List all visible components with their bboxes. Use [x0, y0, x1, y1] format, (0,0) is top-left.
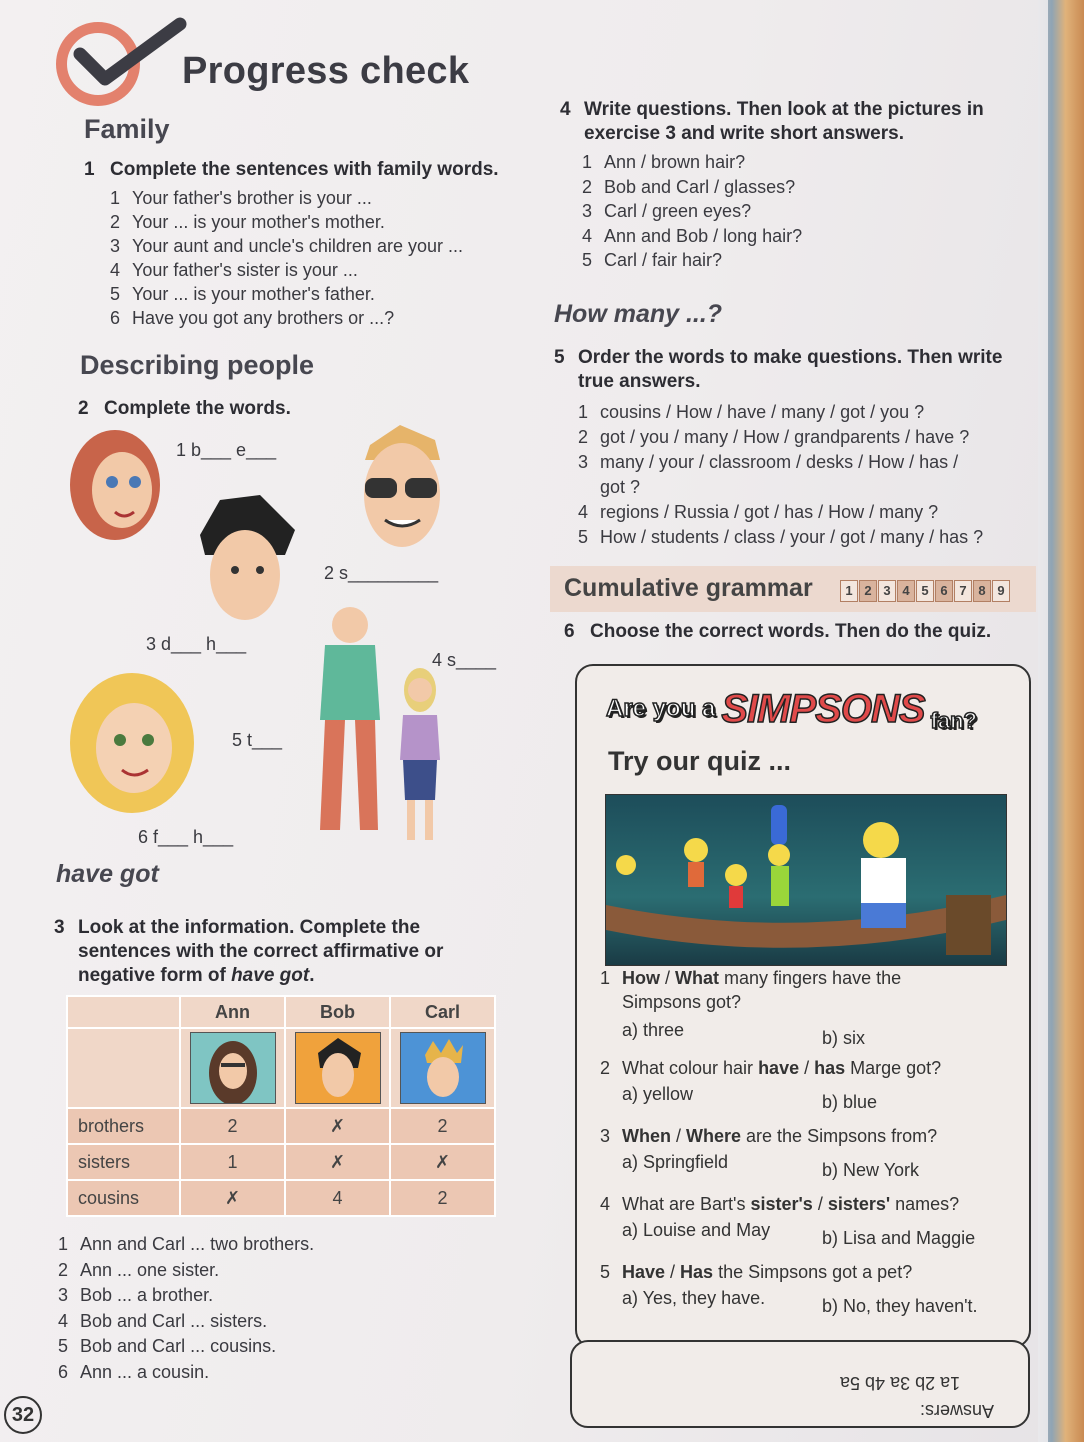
list-item: 3 many / your / classroom / desks / How / has /: [578, 452, 959, 472]
bob-portrait: [295, 1032, 381, 1104]
exercise-2-prompt-5: 5 t___: [232, 730, 283, 750]
quiz-option-a[interactable]: a) three: [622, 1020, 685, 1040]
exercise-1-instruction: 1 Complete the sentences with family words.: [84, 159, 499, 180]
quiz-option-b[interactable]: b) No, they haven't.: [822, 1296, 978, 1316]
section-heading-have-got: have got: [56, 860, 159, 888]
list-item: 3 Your aunt and uncle's children are your ...: [110, 236, 463, 256]
exercise-2-instruction: 2 Complete the words.: [78, 398, 291, 419]
table-header-bob: Bob: [285, 996, 390, 1028]
table-row: sisters 1 ✗ ✗: [67, 1144, 495, 1180]
unit-step: 7: [954, 580, 972, 602]
list-item: 3 Bob ... a brother.: [58, 1285, 214, 1305]
exercise-3-instruction: 3 Look at the information. Complete the sentences with the correct affirmative or negative form of have got.: [54, 917, 444, 986]
answers-label: Answers:: [920, 1401, 995, 1421]
quiz-option-b[interactable]: b) blue: [822, 1092, 878, 1112]
section-heading-how-many: How many ...?: [554, 300, 723, 328]
quiz-question: 4 What are Bart's sister's / sisters' names?: [600, 1194, 960, 1214]
list-item: 4 Bob and Carl ... sisters.: [58, 1310, 268, 1331]
quiz-option-b[interactable]: b) Lisa and Maggie: [822, 1228, 976, 1248]
answers-text: 1a 2b 3a 4b 5a: [840, 1373, 961, 1393]
exercise-2-prompt-2: 2 s_________: [324, 563, 439, 583]
quiz-option-a[interactable]: a) yellow: [622, 1084, 694, 1104]
list-item: 1 Ann and Carl ... two brothers.: [58, 1234, 315, 1254]
table-header-ann: Ann: [180, 996, 285, 1028]
list-item: 2 Ann ... one sister.: [58, 1259, 220, 1280]
unit-step: 1: [840, 580, 858, 602]
quiz-question: 1 How / What many fingers have the: [600, 968, 902, 988]
quiz-title: Are you a SIMPSONS fan?: [606, 686, 977, 733]
unit-step: 3: [878, 580, 896, 602]
quiz-option-a[interactable]: a) Louise and May: [622, 1220, 771, 1240]
list-item: 6 Have you got any brothers or ...?: [110, 308, 395, 328]
page-edge: [1038, 0, 1048, 1442]
list-item: 2 Your ... is your mother's mother.: [110, 212, 385, 232]
unit-step: 9: [992, 580, 1010, 602]
section-heading-describing-people: Describing people: [80, 350, 315, 380]
quiz-subtitle: Try our quiz ...: [608, 746, 792, 776]
unit-steps: [840, 580, 1011, 602]
quiz-option-b[interactable]: b) New York: [822, 1160, 920, 1180]
list-item: 4 regions / Russia / got / has / How / many ?: [578, 502, 939, 522]
short-woman-illustration: [385, 660, 455, 850]
boy-dark-hair-illustration: [190, 495, 300, 625]
list-item: 1 Your father's brother is your ...: [110, 188, 372, 208]
exercise-2-prompt-6: 6 f___ h___: [138, 827, 234, 847]
quiz-question: 5 Have / Has the Simpsons got a pet?: [600, 1262, 913, 1282]
exercise-2-prompt-3: 3 d___ h___: [146, 634, 247, 654]
family-info-table: [66, 995, 496, 1217]
unit-step: 8: [973, 580, 991, 602]
list-item: 4 Ann and Bob / long hair?: [582, 225, 803, 246]
unit-step: 4: [897, 580, 915, 602]
list-item: 2 got / you / many / How / grandparents / have ?: [578, 427, 970, 447]
unit-step: 6: [935, 580, 953, 602]
carl-portrait: [400, 1032, 486, 1104]
cumulative-grammar-heading: Cumulative grammar: [564, 574, 813, 602]
exercise-4-instruction: 4 Write questions. Then look at the pictures in exercise 3 and write short answers.: [560, 99, 984, 144]
boy-sunglasses-illustration: [350, 420, 450, 550]
list-item: 4 Your father's sister is your ...: [110, 260, 358, 280]
quiz-question: 3 When / Where are the Simpsons from?: [600, 1126, 938, 1146]
list-item: 1 Ann / brown hair?: [582, 152, 746, 172]
list-item: 6 Ann ... a cousin.: [58, 1361, 210, 1382]
list-item: 5 Bob and Carl ... cousins.: [58, 1336, 277, 1356]
list-item: 3 Carl / green eyes?: [582, 201, 752, 221]
exercise-2-prompt-4: 4 s____: [432, 650, 497, 670]
girl-fair-hair-illustration: [62, 668, 202, 818]
quiz-option-a[interactable]: a) Yes, they have.: [622, 1288, 766, 1308]
page-number: 32: [4, 1396, 42, 1434]
section-heading-family: Family: [84, 114, 170, 144]
exercise-6-instruction: 6 Choose the correct words. Then do the quiz.: [564, 621, 992, 642]
quiz-question-continued: Simpsons got?: [622, 992, 742, 1012]
quiz-option-a[interactable]: a) Springfield: [622, 1152, 729, 1172]
exercise-2-prompt-1: 1 b___ e___: [176, 440, 277, 460]
list-item: 5 Your ... is your mother's father.: [110, 284, 375, 304]
list-item: 2 Bob and Carl / glasses?: [582, 176, 796, 197]
quiz-question: 2 What colour hair have / has Marge got?: [600, 1058, 942, 1078]
checkmark-icon: [70, 14, 190, 94]
unit-step: 5: [916, 580, 934, 602]
table-header-carl: Carl: [390, 996, 495, 1028]
list-item: 5 How / students / class / your / got / many / has ?: [578, 527, 984, 547]
page-title: Progress check: [182, 50, 470, 92]
table-row: brothers 2 ✗ 2: [67, 1108, 495, 1144]
list-item: 1 cousins / How / have / many / got / you ?: [578, 402, 925, 422]
simpsons-scene-image: [605, 794, 1007, 966]
ann-portrait: [190, 1032, 276, 1104]
unit-step: 2: [859, 580, 877, 602]
exercise-5-instruction: 5 Order the words to make questions. Then write true answers.: [554, 347, 1003, 392]
list-item: 5 Carl / fair hair?: [582, 250, 723, 270]
quiz-option-b[interactable]: b) six: [822, 1028, 866, 1048]
table-row: cousins ✗ 4 2: [67, 1180, 495, 1216]
list-item: got ?: [600, 477, 641, 497]
girl-red-hair-illustration: [60, 420, 180, 550]
